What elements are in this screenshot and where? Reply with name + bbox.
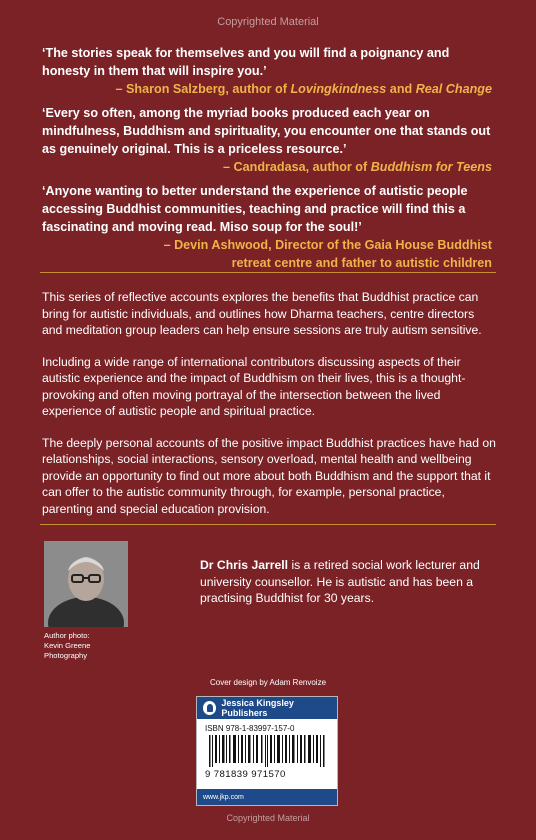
- bottom-watermark: Copyrighted Material: [226, 813, 310, 823]
- author-photo: [44, 541, 128, 627]
- author-photo-caption: [44, 631, 134, 661]
- quote-1-attribution: [42, 80, 492, 98]
- publisher-header: [197, 697, 337, 719]
- quote-2-attr-prefix: – Candradasa, author of: [223, 160, 371, 174]
- author-bio: [200, 557, 500, 607]
- divider-bottom: [40, 524, 496, 525]
- isbn-text: ISBN 978-1-83997-157-0: [205, 724, 295, 733]
- quote-1-attr-and: and: [386, 82, 416, 96]
- description-paragraph-1: This series of reflective accounts explores the benefits that Buddhist practice can bring for autistic individuals, and outlines how Dharma teachers, centre directors and meditation group leaders can help ensure sessions are truly autism sensitive.: [42, 290, 482, 337]
- description: [42, 289, 497, 532]
- publisher-name: Jessica Kingsley Publishers: [221, 698, 294, 718]
- author-bio-text: is a retired social work lecturer and university counsellor. He is autistic and has been a practising Buddhist for 30 years.: [200, 558, 480, 605]
- caption-line-2: Kevin Greene: [44, 641, 91, 650]
- publisher-barcode-box: [196, 696, 338, 806]
- quote-3-text: ‘Anyone wanting to better understand the experience of autistic people accessing Buddhist communities, teaching and practice will find this a fascinating and moving read. Miso soup for the soul!’: [42, 184, 468, 234]
- author-name: Dr Chris Jarrell: [200, 558, 289, 572]
- author-portrait-image: [44, 541, 128, 627]
- top-watermark: Copyrighted Material: [217, 16, 319, 28]
- quote-3-attribution-line-2: retreat centre and father to autistic children: [231, 256, 492, 270]
- quote-2-text: ‘Every so often, among the myriad books produced each year on mindfulness, Buddhism and spirituality, you encounter one that stands out as genuinely original. This is a priceless resource.’: [42, 106, 491, 156]
- divider-top: [40, 272, 496, 273]
- quote-1: [42, 44, 492, 98]
- caption-line-1: Author photo:: [44, 631, 90, 640]
- caption-line-3: Photography: [44, 651, 88, 660]
- quote-2-attr-title1: Buddhism for Teens: [370, 160, 492, 174]
- quote-1-attr-title1: Lovingkindness: [290, 82, 387, 96]
- quote-3-attribution-line-1: – Devin Ashwood, Director of the Gaia House Buddhist: [163, 238, 492, 252]
- quote-1-attr-prefix: – Sharon Salzberg, author of: [115, 82, 291, 96]
- quote-3: [42, 182, 492, 272]
- quote-2-attribution: [42, 158, 492, 176]
- quote-2: [42, 104, 492, 176]
- quote-1-text: ‘The stories speak for themselves and you will find a poignancy and honesty in them that will inspire you.’: [42, 46, 450, 78]
- barcode-icon: [209, 735, 325, 767]
- barcode-digits: 9 781839 971570: [205, 769, 286, 780]
- description-paragraph-2: Including a wide range of international contributors discussing aspects of their autistic experience and the impact of Buddhism on their lives, this is a thought-provoking and often moving portrayal of the intersection between the lived experience of autistic people and spiritual practice.: [42, 354, 466, 418]
- publisher-logo-icon: [203, 701, 216, 715]
- cover-design-credit: Cover design by Adam Renvoize: [209, 678, 327, 687]
- description-paragraph-3: The deeply personal accounts of the positive impact Buddhist practices have had on relationships, social interactions, sensory overload, mental health and wellbeing provide an opportunity to find out more about both Buddhism and the support that it can offer to the autistic community through, for example, personal practice, parenting and special education provision.: [42, 435, 496, 516]
- quote-1-attr-title2: Real Change: [415, 82, 492, 96]
- publisher-website: www.jkp.com: [197, 789, 337, 805]
